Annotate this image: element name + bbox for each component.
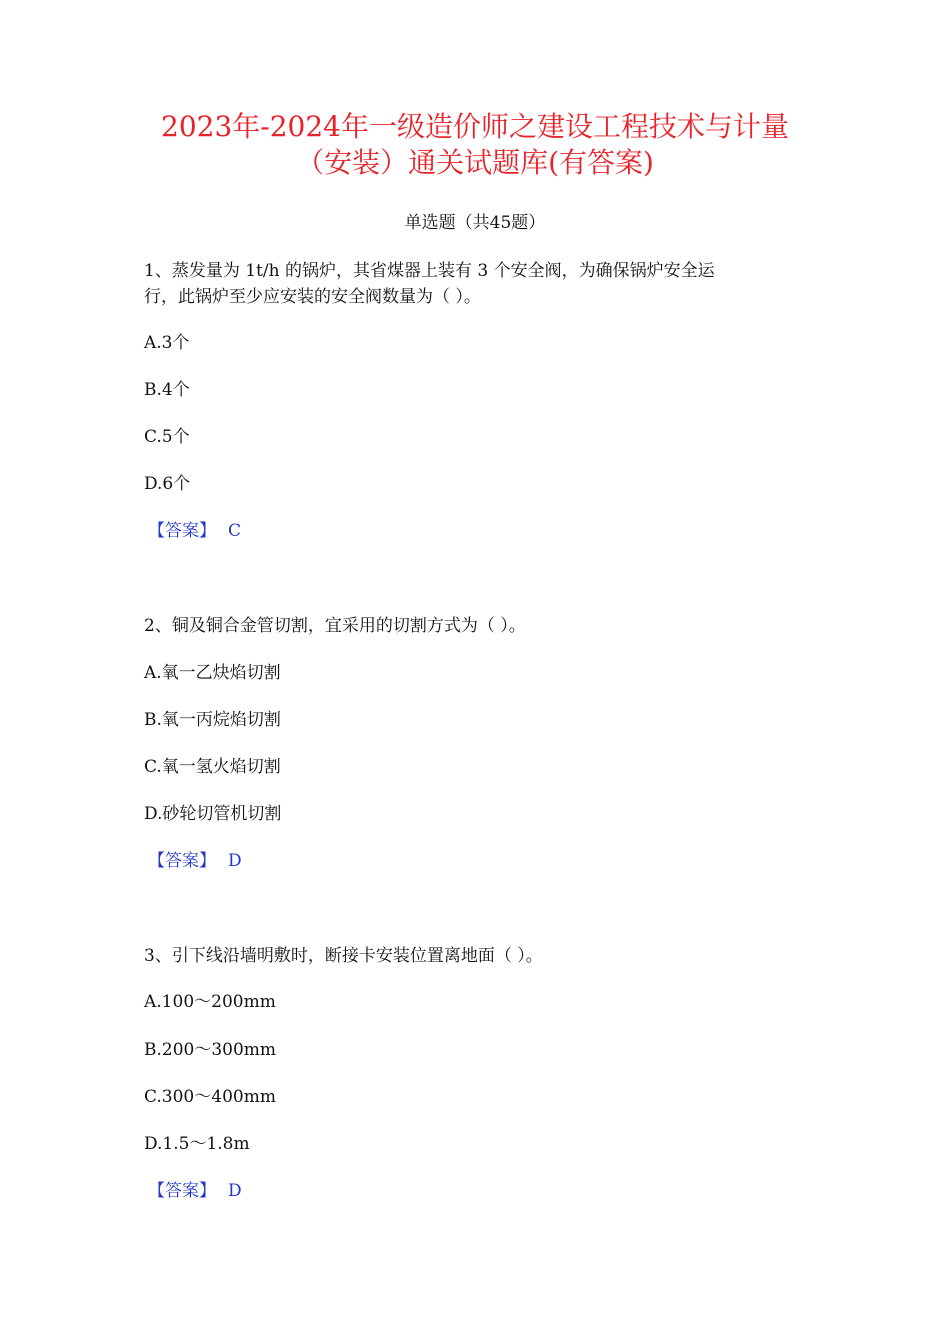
- question-3-stem-line1: 3、引下线沿墙明敷时，断接卡安装位置离地面（ ）。: [144, 946, 543, 966]
- question-1-option-c: C.5个: [144, 427, 190, 447]
- question-2-option-c: C.氧一氢火焰切割: [144, 757, 281, 777]
- question-3-answer-value: D: [228, 1181, 242, 1201]
- question-2-answer-label: 【答案】: [148, 851, 216, 871]
- section-heading: 单选题（共45题）: [404, 213, 546, 233]
- question-2-stem-line1: 2、铜及铜合金管切割，宜采用的切割方式为（ ）。: [144, 616, 526, 636]
- question-2-option-a: A.氧一乙炔焰切割: [144, 663, 281, 683]
- question-1-option-d: D.6个: [144, 474, 191, 494]
- question-1-option-b: B.4个: [144, 380, 190, 400]
- question-1-answer-label: 【答案】: [148, 521, 216, 541]
- question-1-stem-line1: 1、蒸发量为 1t/h 的锅炉，其省煤器上装有 3 个安全阀，为确保锅炉安全运: [144, 261, 715, 281]
- question-1-answer-value: C: [228, 521, 242, 541]
- question-1-option-a: A.3个: [144, 333, 190, 353]
- question-3-option-b: B.200～300mm: [144, 1040, 277, 1060]
- document-title-line1: 2023年-2024年一级造价师之建设工程技术与计量: [161, 110, 789, 143]
- question-3-answer: [148, 1179, 242, 1203]
- question-2-answer: [148, 849, 242, 873]
- question-2-option-b: B.氧一丙烷焰切割: [144, 710, 281, 730]
- question-2-option-d: D.砂轮切管机切割: [144, 804, 282, 824]
- question-1-answer: [148, 519, 241, 543]
- question-3-option-d: D.1.5～1.8m: [144, 1134, 250, 1154]
- question-2-answer-value: D: [228, 851, 242, 871]
- question-3-answer-label: 【答案】: [148, 1181, 216, 1201]
- question-3-option-a: A.100～200mm: [144, 992, 276, 1012]
- document-title-line2: （安装）通关试题库(有答案): [296, 146, 654, 179]
- question-1-stem-line2: 行，此锅炉至少应安装的安全阀数量为（ ）。: [144, 287, 481, 307]
- question-3-option-c: C.300～400mm: [144, 1087, 276, 1107]
